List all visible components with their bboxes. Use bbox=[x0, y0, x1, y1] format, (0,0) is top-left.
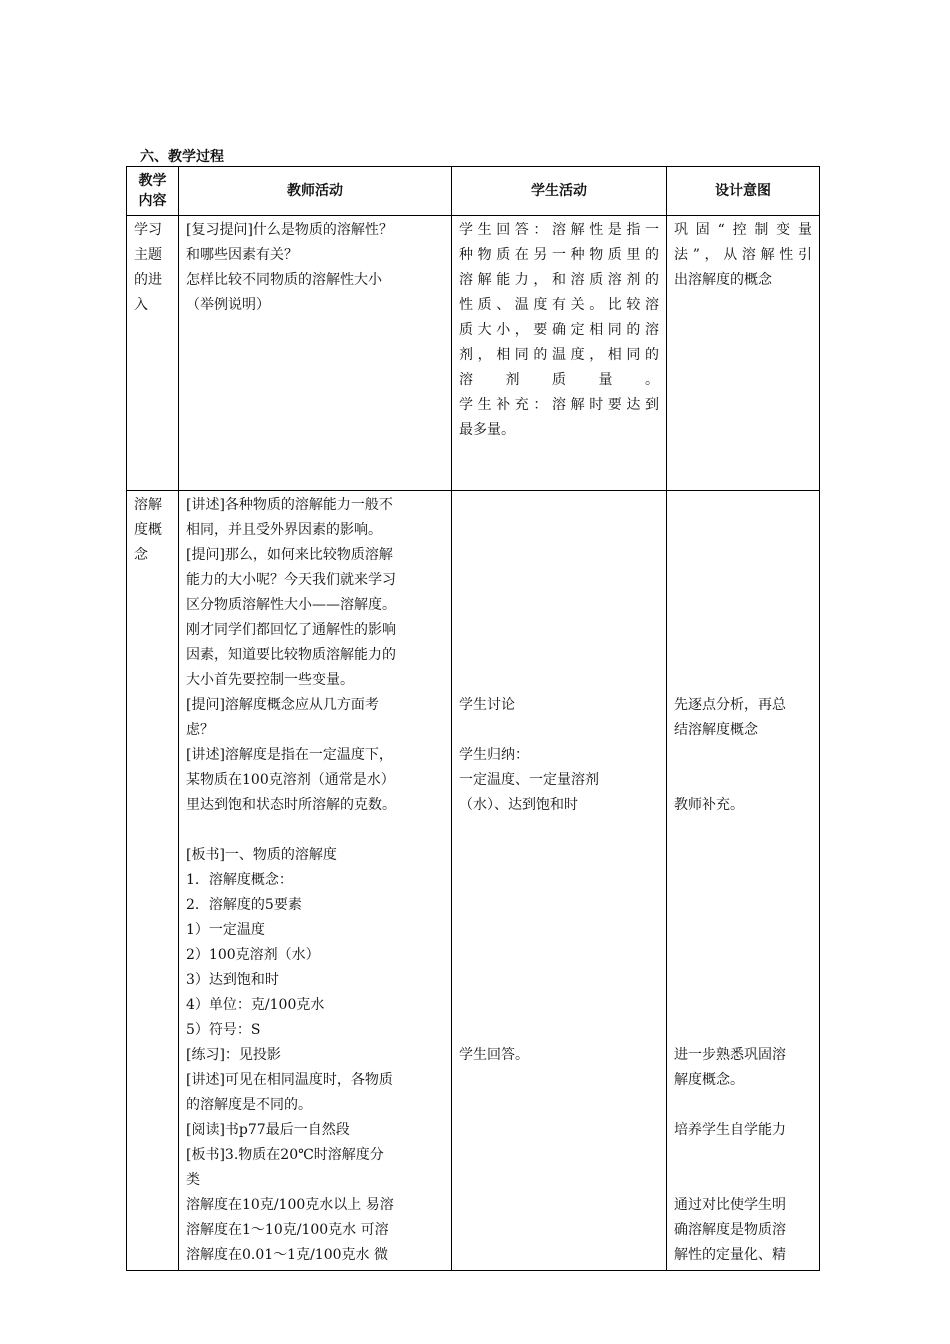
cell-line bbox=[674, 968, 812, 993]
cell-line: 度概 bbox=[134, 522, 162, 538]
header-content bbox=[127, 167, 179, 216]
cell-line bbox=[459, 668, 659, 693]
cell-line bbox=[459, 618, 659, 643]
cell-line: 剂，相同的温度，相同的 bbox=[459, 347, 659, 363]
cell-line: [提问]溶解度概念应从几方面考 bbox=[186, 697, 379, 713]
cell-line bbox=[674, 943, 812, 968]
cell-line: 刚才同学们都回忆了通解性的影响 bbox=[186, 622, 396, 638]
cell-line bbox=[459, 968, 659, 993]
cell-line: 4）单位：克/100克水 bbox=[186, 997, 325, 1013]
cell-line: （举例说明） bbox=[186, 297, 270, 313]
cell-line bbox=[459, 843, 659, 868]
cell-line bbox=[459, 493, 659, 518]
cell-line: 学习 bbox=[134, 222, 162, 238]
cell-line: 学生补充：溶解时要达到 bbox=[459, 397, 659, 413]
cell-line: [板书]一、物质的溶解度 bbox=[186, 847, 337, 863]
cell-line bbox=[186, 818, 444, 843]
cell-line: [提问]那么，如何来比较物质溶解 bbox=[186, 547, 393, 563]
cell-line bbox=[674, 643, 812, 668]
row1-student bbox=[452, 216, 667, 491]
cell-line: 出溶解度的概念 bbox=[674, 272, 772, 288]
cell-line: [复习提问]什么是物质的溶解性？ bbox=[186, 222, 393, 238]
cell-line bbox=[459, 918, 659, 943]
cell-line: 解性的定量化、精 bbox=[674, 1247, 786, 1263]
cell-line bbox=[459, 593, 659, 618]
cell-line: 某物质在100克溶剂（通常是水） bbox=[186, 772, 395, 788]
cell-line: 因素，知道要比较物质溶解能力的 bbox=[186, 647, 396, 663]
teaching-process-table bbox=[126, 166, 820, 1271]
cell-line bbox=[459, 568, 659, 593]
cell-line bbox=[674, 618, 812, 643]
cell-line bbox=[674, 1143, 812, 1168]
cell-line bbox=[674, 993, 812, 1018]
cell-line bbox=[674, 743, 812, 768]
cell-line: 能力的大小呢？今天我们就来学习 bbox=[186, 572, 396, 588]
cell-line: 主题 bbox=[134, 247, 162, 263]
row2-intent bbox=[667, 491, 820, 1271]
cell-line bbox=[674, 543, 812, 568]
cell-line: 溶解度在1～10克/100克水 可溶 bbox=[186, 1222, 389, 1238]
cell-line: 学生回答。 bbox=[459, 1047, 529, 1063]
cell-line: （水）、达到饱和时 bbox=[459, 797, 578, 813]
cell-line: 溶剂质量。 bbox=[459, 372, 659, 388]
cell-line bbox=[459, 518, 659, 543]
cell-line: 最多量。 bbox=[459, 422, 515, 438]
cell-line: [讲述]各种物质的溶解能力一般不 bbox=[186, 497, 393, 513]
cell-line bbox=[674, 768, 812, 793]
cell-line: 的进 bbox=[134, 272, 162, 288]
cell-line: 溶解能力，和溶质溶剂的 bbox=[459, 272, 659, 288]
cell-line: 的溶解度是不同的。 bbox=[186, 1097, 312, 1113]
cell-line bbox=[674, 1018, 812, 1043]
row2-content bbox=[127, 491, 179, 1271]
section-title: 六、教学过程 bbox=[140, 149, 224, 165]
cell-line: 教师补充。 bbox=[674, 797, 744, 813]
cell-line bbox=[674, 1168, 812, 1193]
cell-line bbox=[674, 893, 812, 918]
cell-line: 3）达到饱和时 bbox=[186, 972, 279, 988]
cell-line: 学生讨论 bbox=[459, 697, 515, 713]
cell-line bbox=[674, 518, 812, 543]
cell-line: 先逐点分析，再总 bbox=[674, 697, 786, 713]
cell-line: 里达到饱和状态时所溶解的克数。 bbox=[186, 797, 396, 813]
cell-line: 培养学生自学能力 bbox=[674, 1122, 786, 1138]
cell-line bbox=[459, 943, 659, 968]
cell-line bbox=[674, 1093, 812, 1118]
cell-line: 种物质在另一种物质里的 bbox=[459, 247, 659, 263]
cell-line bbox=[674, 493, 812, 518]
cell-line: 质大小，要确定相同的溶 bbox=[459, 322, 659, 338]
cell-line bbox=[674, 668, 812, 693]
cell-line bbox=[674, 868, 812, 893]
row1-intent bbox=[667, 216, 820, 491]
cell-line: 1．溶解度概念： bbox=[186, 872, 293, 888]
cell-line: 溶解度在0.01～1克/100克水 微 bbox=[186, 1247, 388, 1263]
cell-line bbox=[674, 593, 812, 618]
header-row bbox=[127, 167, 820, 216]
cell-line: [讲述]可见在相同温度时，各物质 bbox=[186, 1072, 393, 1088]
row1-content bbox=[127, 216, 179, 491]
cell-line: 5）符号：S bbox=[186, 1022, 261, 1038]
cell-line: 2．溶解度的5要素 bbox=[186, 897, 302, 913]
cell-line bbox=[674, 918, 812, 943]
cell-line: 结溶解度概念 bbox=[674, 722, 758, 738]
cell-line bbox=[459, 718, 659, 743]
row1-teacher bbox=[179, 216, 452, 491]
cell-line: 通过对比使学生明 bbox=[674, 1197, 786, 1213]
row2-student bbox=[452, 491, 667, 1271]
cell-line: 念 bbox=[134, 547, 148, 563]
cell-line: 入 bbox=[134, 297, 148, 313]
header-intent: 设计意图 bbox=[667, 167, 820, 216]
cell-line: 虑？ bbox=[186, 722, 214, 738]
cell-line: [讲述]溶解度是指在一定温度下， bbox=[186, 747, 393, 763]
cell-line bbox=[459, 868, 659, 893]
cell-line: [阅读]书p77最后一自然段 bbox=[186, 1122, 350, 1138]
cell-line: 相同，并且受外界因素的影响。 bbox=[186, 522, 382, 538]
cell-line: 2）100克溶剂（水） bbox=[186, 947, 320, 963]
table-row bbox=[127, 491, 820, 1271]
cell-line bbox=[459, 543, 659, 568]
cell-line: 学生归纳： bbox=[459, 747, 529, 763]
cell-line: 1）一定温度 bbox=[186, 922, 265, 938]
cell-line: 溶解 bbox=[134, 497, 162, 513]
row2-teacher bbox=[179, 491, 452, 1271]
cell-line bbox=[459, 643, 659, 668]
cell-line: 性质、温度有关。比较溶 bbox=[459, 297, 659, 313]
cell-line: 确溶解度是物质溶 bbox=[674, 1222, 786, 1238]
header-teacher: 教师活动 bbox=[179, 167, 452, 216]
cell-line bbox=[459, 993, 659, 1018]
cell-line bbox=[459, 893, 659, 918]
cell-line bbox=[674, 843, 812, 868]
cell-line: [板书]3.物质在20℃时溶解度分 bbox=[186, 1147, 384, 1163]
cell-line: 进一步熟悉巩固溶 bbox=[674, 1047, 786, 1063]
cell-line: 溶解度在10克/100克水以上 易溶 bbox=[186, 1197, 394, 1213]
cell-line: 巩固“控制变量 bbox=[674, 222, 812, 238]
table-row bbox=[127, 216, 820, 491]
cell-line: 解度概念。 bbox=[674, 1072, 744, 1088]
cell-line bbox=[459, 818, 659, 843]
cell-line: [练习]：见投影 bbox=[186, 1047, 281, 1063]
cell-line bbox=[459, 1018, 659, 1043]
cell-line: 类 bbox=[186, 1172, 200, 1188]
cell-line: 学生回答：溶解性是指一 bbox=[459, 222, 659, 238]
header-content-line: 内容 bbox=[138, 193, 167, 209]
cell-line bbox=[674, 568, 812, 593]
header-content-line: 教学 bbox=[138, 173, 167, 189]
cell-line: 一定温度、一定量溶剂 bbox=[459, 772, 599, 788]
cell-line: 大小首先要控制一些变量。 bbox=[186, 672, 354, 688]
header-student: 学生活动 bbox=[452, 167, 667, 216]
cell-line: 法”，从溶解性引 bbox=[674, 247, 812, 263]
cell-line: 区分物质溶解性大小——溶解度。 bbox=[186, 597, 396, 613]
cell-line: 和哪些因素有关？ bbox=[186, 247, 298, 263]
cell-line bbox=[674, 818, 812, 843]
cell-line: 怎样比较不同物质的溶解性大小 bbox=[186, 272, 382, 288]
